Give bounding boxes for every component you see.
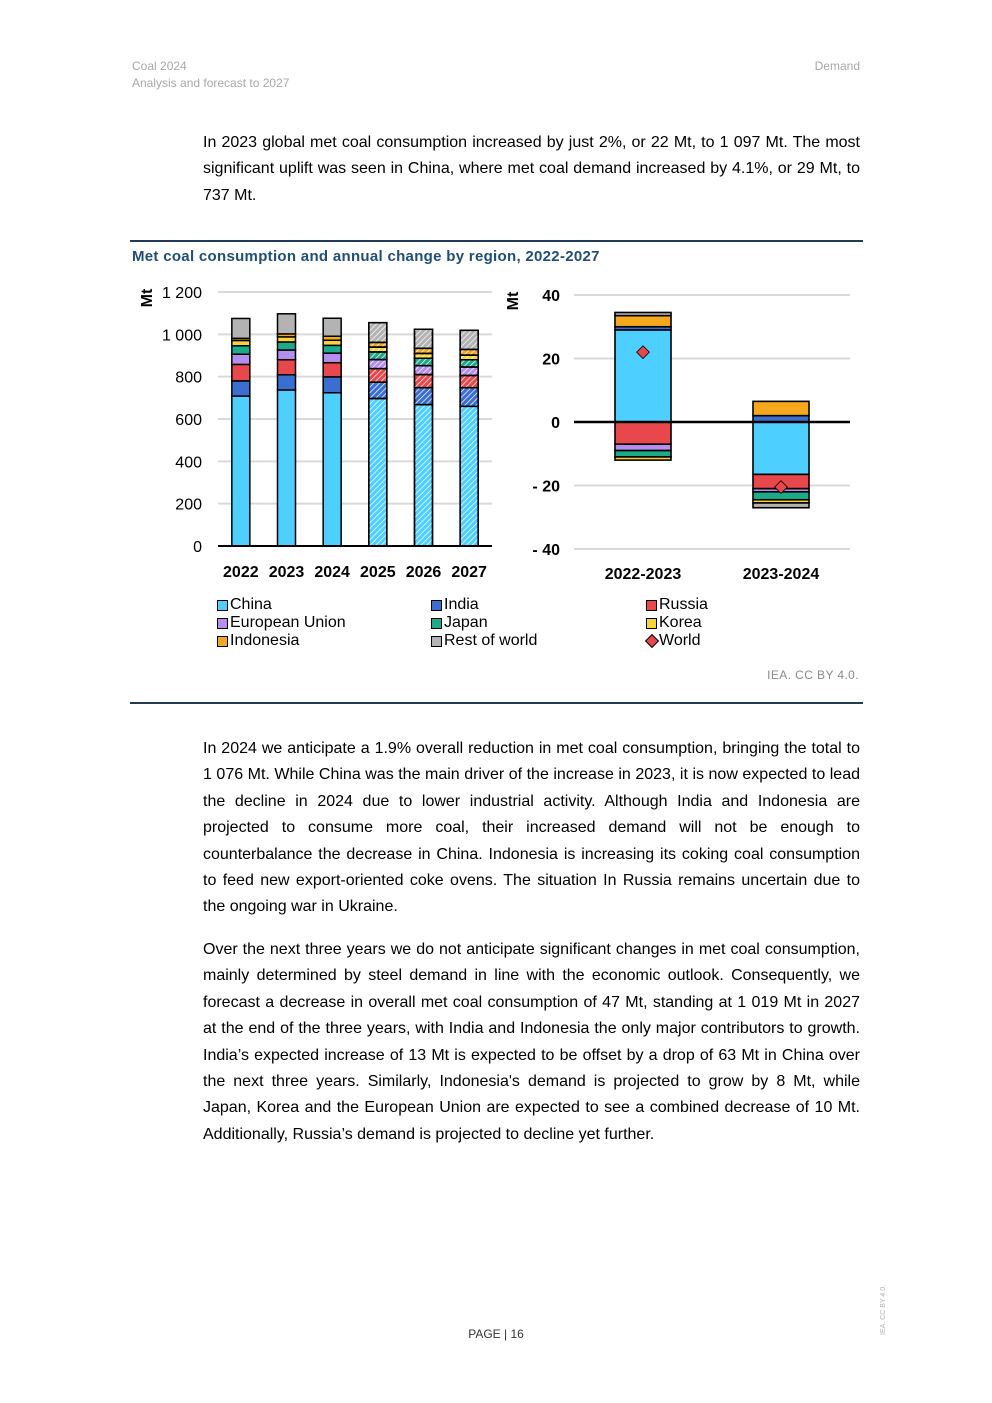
y-tick-label: 600 [175,412,202,429]
report-title: Coal 2024 [132,59,187,73]
legend-swatch [431,636,442,647]
legend-swatch [217,600,228,611]
forecast-hatch [369,382,387,398]
forecast-hatch [415,375,433,388]
y-axis-label: Mt [505,291,522,311]
x-tick-label: 2023-2024 [742,566,820,583]
forecast-hatch [460,367,478,375]
bar-segment-japan-2024 [323,345,341,353]
bar-segment-rest-of-world-2022 [232,318,250,338]
annual-change-chart [505,288,850,583]
legend-label: Korea [659,614,702,631]
legend-label: India [444,596,479,613]
change-segment-korea-2022-2023 [615,457,671,460]
legend-swatch [646,600,657,611]
x-tick-label: 2023 [268,564,305,581]
figure-charts [130,270,863,595]
y-tick-label: 400 [175,454,202,472]
legend-label: European Union [230,614,346,631]
figure-credit: IEA. CC BY 4.0. [767,668,859,682]
legend-label: Russia [659,596,708,613]
legend-swatch [646,618,657,629]
figure-bottom-rule [130,702,863,704]
forecast-hatch [460,349,478,355]
bar-segment-india-2024 [323,377,341,393]
y-tick-label: 40 [542,288,560,305]
bar-segment-korea-2022 [232,340,250,345]
y-tick-label: 800 [175,369,202,387]
bar-segment-japan-2022 [232,346,250,354]
report-subtitle: Analysis and forecast to 2027 [132,76,290,90]
bar-segment-rest-of-world-2024 [323,318,341,336]
y-tick-label: 200 [175,496,202,514]
y-tick-label: 1 000 [161,327,202,345]
bar-segment-china-2022 [232,396,250,546]
y-tick-label: 20 [542,351,560,369]
x-tick-label: 2022 [223,564,259,581]
bar-segment-european-union-2022 [232,354,250,364]
y-tick-label: 0 [551,415,560,432]
x-tick-label: 2025 [360,564,396,581]
bar-segment-india-2023 [278,375,296,390]
change-segment-japan-2022-2023 [615,451,671,457]
forecast-hatch [369,369,387,383]
legend-label: Japan [444,614,488,631]
legend-swatch [217,636,228,647]
bar-segment-korea-2024 [323,340,341,345]
change-segment-european-union-2022-2023 [615,444,671,450]
y-tick-label: 1 200 [161,285,202,302]
change-segment-china-2022-2023 [615,330,671,422]
x-tick-label: 2026 [405,564,442,581]
change-segment-rest-of-world-2022-2023 [615,312,671,315]
y-tick-label: - 20 [532,478,560,496]
forecast-hatch [415,358,433,365]
forecast-hatch [460,330,478,349]
forecast-hatch [369,398,387,546]
bar-segment-china-2024 [323,393,341,546]
forecast-hatch [460,406,478,546]
forecast-hatch [415,405,433,546]
legend-swatch [217,618,228,629]
legend-label: Rest of world [444,632,538,649]
x-tick-label: 2024 [314,564,350,581]
page-number: PAGE | 16 [468,1327,524,1341]
forecast-hatch [460,360,478,367]
forecast-hatch [369,360,387,369]
legend-label: Indonesia [230,632,300,649]
forecast-hatch [460,388,478,407]
legend-swatch [645,634,659,648]
consumption-chart [139,285,492,581]
bar-segment-japan-2023 [278,342,296,350]
section-name: Demand [814,59,860,73]
forecast-hatch [460,375,478,387]
bar-segment-european-union-2024 [323,353,341,363]
bar-segment-russia-2022 [232,364,250,381]
change-segment-russia-2022-2023 [615,422,671,444]
change-segment-rest-of-world-2023-2024 [753,503,809,508]
paragraph-3: Over the next three years we do not anticipate significant changes in met coal consumption, mainly determined by steel demand in line with the economic outlook. Consequently, we forecast a decrease in overall met coal consumption of 47 Mt, standing at 1 019 Mt in 2027 at the end of the three years, with India and Indonesia the only major contributors to growth. India’s expected increase of 13 Mt is expected to be offset by a drop of 63 Mt in China over the next three years. Similarly, Indonesia's demand is projected to grow by 8 Mt, while Japan, Korea and the European Union are expected to see a combined decrease of 10 Mt. Additionally, Russia’s demand is projected to decline yet further. [203,941,860,1143]
bar-segment-rest-of-world-2023 [278,314,296,334]
bar-segment-russia-2024 [323,363,341,377]
y-tick-label: 0 [193,539,202,556]
forecast-hatch [415,329,433,348]
forecast-hatch [415,388,433,405]
forecast-hatch [369,352,387,360]
bar-segment-korea-2023 [278,337,296,342]
legend-label: World [659,632,701,649]
legend-label: China [230,596,272,613]
side-license: IEA. CC BY 4.0. [880,1284,887,1335]
legend-swatch [431,618,442,629]
forecast-hatch [415,348,433,353]
paragraph-2: In 2024 we anticipate a 1.9% overall reduction in met coal consumption, bringing the total to 1 076 Mt. While China was the main driver of the increase in 2023, it is now expected to lead the decline in 2024 due to lower industrial activity. Although India and Indonesia are projected to consume more coal, their increased demand will not be enough to counterbalance the decrease in China. Indonesia is increasing its coking coal consumption to feed new export-oriented coke ovens. The situation In Russia remains uncertain due to the ongoing war in Ukraine. [203,740,860,916]
forecast-hatch [415,366,433,375]
y-axis-label: Mt [139,288,156,308]
paragraph-1: In 2023 global met coal consumption increased by just 2%, or 22 Mt, to 1 097 Mt. The most significant uplift was seen in China, where met coal demand increased by 4.1%, or 29 Mt, to 737 Mt. [203,134,860,204]
report-header [132,58,289,92]
figure-title: Met coal consumption and annual change by region, 2022-2027 [132,248,600,265]
change-segment-indonesia-2023-2024 [753,401,809,415]
x-tick-label: 2022-2023 [604,566,682,583]
bar-segment-european-union-2023 [278,350,296,360]
change-segment-indonesia-2022-2023 [615,316,671,327]
legend-swatch [431,600,442,611]
bar-segment-china-2023 [278,390,296,546]
forecast-hatch [369,323,387,343]
figure-top-rule [130,240,863,242]
change-segment-china-2023-2024 [753,422,809,474]
bar-segment-india-2022 [232,381,250,396]
x-tick-label: 2027 [451,564,487,581]
y-tick-label: - 40 [532,542,560,559]
bar-segment-russia-2023 [278,360,296,375]
